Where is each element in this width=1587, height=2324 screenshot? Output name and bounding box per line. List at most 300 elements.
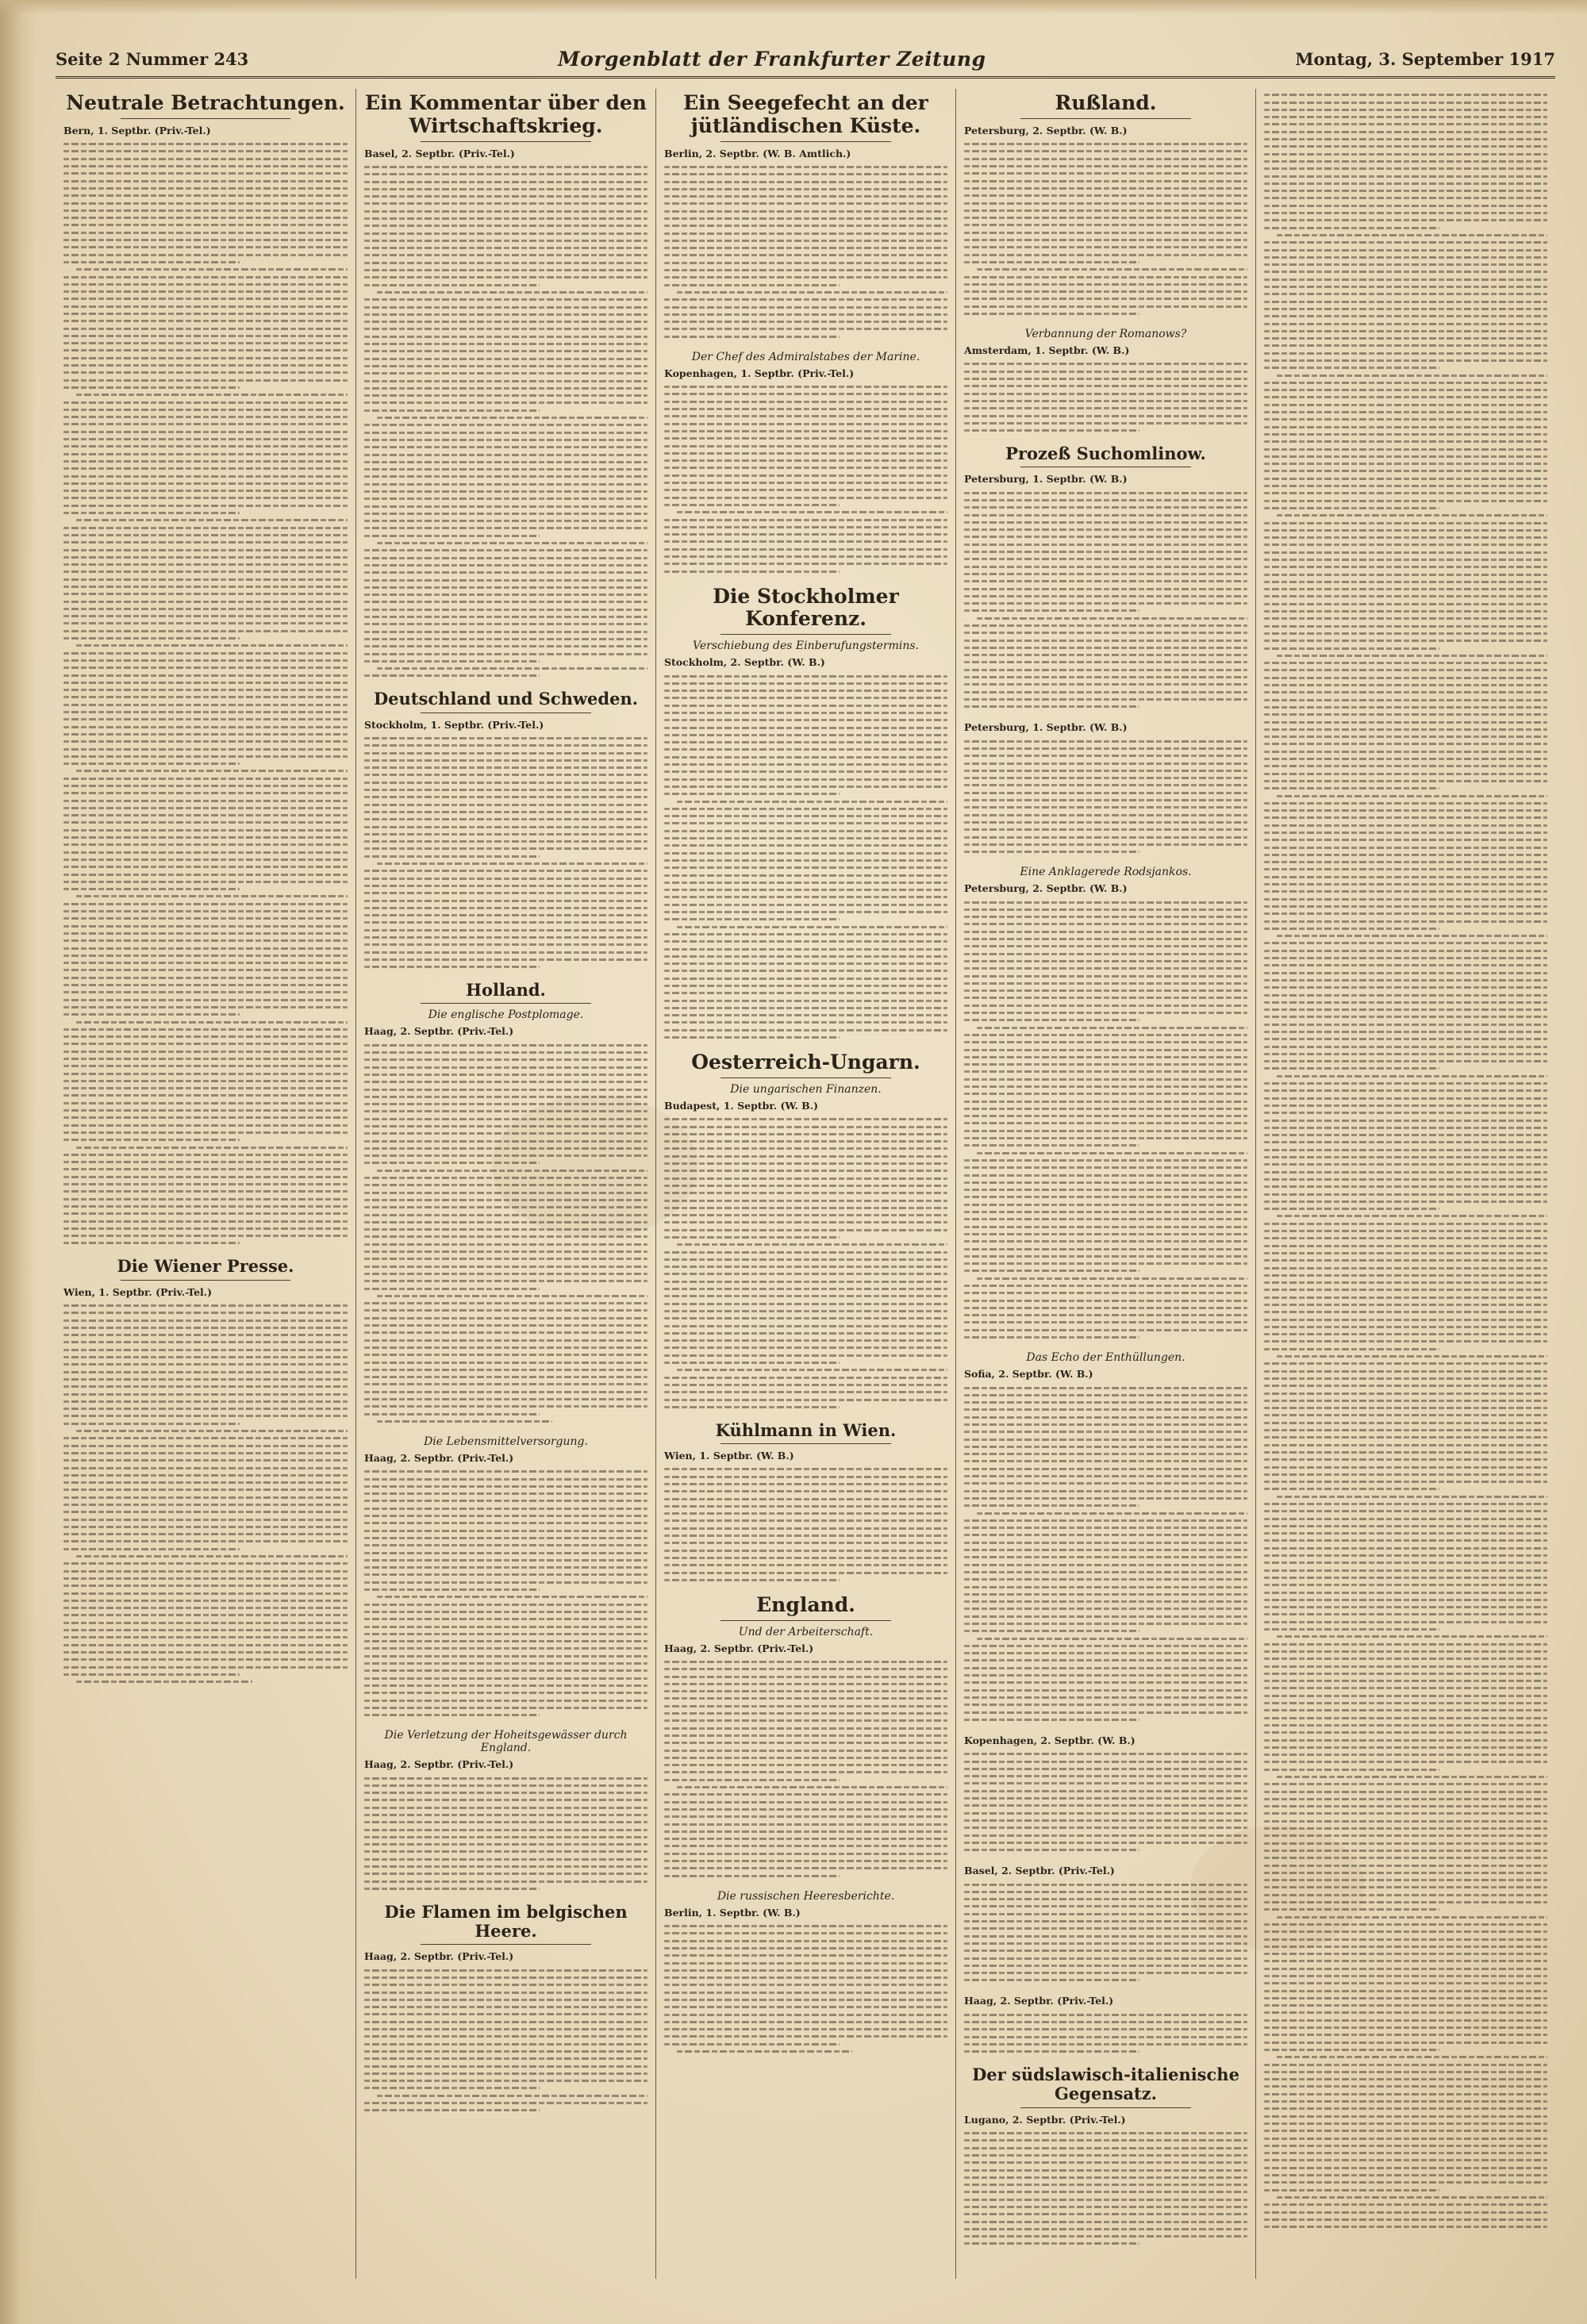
- text-line: [964, 747, 1247, 750]
- text-line: [964, 2132, 1247, 2134]
- text-line: [63, 298, 348, 300]
- text-line: [63, 1043, 348, 1045]
- text-line: [964, 298, 1247, 300]
- text-line: [63, 1139, 240, 1141]
- article-body-text: [364, 166, 647, 677]
- text-line: [964, 602, 1247, 605]
- article-dateline: Stockholm, 1. Septbr. (Priv.-Tel.): [364, 718, 544, 731]
- text-line: [63, 696, 348, 698]
- text-line: [964, 313, 1139, 315]
- text-line: [1264, 1592, 1547, 1594]
- text-line: [63, 224, 348, 226]
- text-line: [964, 1270, 1139, 1272]
- text-line: [364, 623, 647, 625]
- article-dateline: Wien, 1. Septbr. (W. B.): [664, 1449, 794, 1462]
- text-line: [364, 276, 647, 278]
- text-line: [964, 290, 1247, 293]
- text-line: [677, 1786, 947, 1788]
- text-line: [1264, 1120, 1547, 1122]
- text-line: [63, 172, 348, 175]
- text-line: [1264, 1127, 1547, 1129]
- text-line: [1264, 1857, 1547, 1859]
- text-line: [1264, 1171, 1547, 1174]
- text-line: [964, 378, 1247, 380]
- text-line: [1264, 308, 1547, 310]
- text-line: [1264, 802, 1547, 805]
- article-body-text: [664, 1661, 947, 1877]
- text-line: [964, 982, 1247, 985]
- article-headline: Deutschland und Schweden.: [373, 689, 639, 709]
- text-line: [63, 1570, 348, 1573]
- text-line: [1264, 182, 1547, 185]
- text-line: [364, 475, 647, 478]
- text-line: [964, 1423, 1247, 1426]
- text-line: [63, 903, 348, 905]
- text-line: [664, 489, 947, 491]
- text-line: [63, 453, 348, 455]
- text-line: [664, 1377, 947, 1379]
- text-line: [63, 1205, 348, 1208]
- text-line: [364, 461, 647, 463]
- text-line: [63, 984, 348, 986]
- text-line: [364, 1588, 540, 1591]
- text-line: [664, 313, 947, 316]
- text-line: [964, 1674, 1247, 1677]
- text-line: [664, 1867, 947, 1869]
- text-line: [377, 1596, 647, 1598]
- text-line: [364, 1647, 647, 1650]
- text-line: [364, 2021, 647, 2023]
- article-dateline: Stockholm, 2. Septbr. (W. B.): [664, 656, 825, 669]
- text-line: [1264, 249, 1547, 252]
- text-line: [364, 1074, 647, 1076]
- article-subhead: Verschiebung des Einberufungstermins.: [693, 640, 919, 653]
- text-line: [364, 1684, 647, 1687]
- text-line: [364, 1081, 647, 1083]
- article: [964, 92, 1247, 315]
- text-line: [364, 1302, 647, 1304]
- text-line: [1264, 847, 1547, 849]
- text-line: [664, 195, 947, 198]
- text-line: [364, 1331, 647, 1334]
- text-line: [364, 2013, 647, 2015]
- text-line: [1264, 669, 1547, 671]
- text-line: [664, 1519, 947, 1522]
- text-line: [664, 1036, 840, 1039]
- text-line: [364, 1228, 647, 1231]
- text-line: [1264, 2064, 1547, 2066]
- text-line: [964, 698, 1247, 701]
- text-line: [964, 165, 1247, 167]
- text-line: [1264, 1539, 1547, 1542]
- text-line: [63, 423, 348, 425]
- text-line: [977, 1277, 1247, 1280]
- article-body-text: [63, 143, 348, 1244]
- text-line: [677, 926, 947, 928]
- text-line: [364, 409, 540, 412]
- text-line: [664, 1155, 947, 1158]
- article-dateline: Basel, 2. Septbr. (Priv.-Tel.): [964, 1865, 1115, 1877]
- text-line: [364, 1192, 647, 1194]
- text-line: [364, 1132, 647, 1135]
- text-line: [964, 415, 1247, 417]
- article-headline: Neutrale Betrachtungen.: [66, 91, 345, 114]
- text-line: [1264, 787, 1439, 789]
- text-line: [377, 1295, 647, 1297]
- text-line: [964, 784, 1247, 786]
- text-line: [364, 914, 647, 916]
- text-line: [964, 1300, 1247, 1302]
- text-line: [964, 931, 1247, 933]
- text-line: [1264, 448, 1547, 451]
- text-line: [1264, 1163, 1547, 1166]
- text-line: [964, 683, 1247, 686]
- text-line: [63, 1131, 348, 1134]
- text-line: [364, 571, 647, 574]
- text-line: [677, 1369, 947, 1371]
- text-line: [1264, 2049, 1439, 2051]
- text-line: [1264, 1673, 1547, 1675]
- text-line: [1264, 109, 1547, 111]
- text-line: [364, 1206, 647, 1208]
- text-line: [664, 1676, 947, 1678]
- text-line: [1264, 1112, 1547, 1114]
- text-line: [1264, 1754, 1547, 1756]
- text-line: [964, 1645, 1247, 1647]
- text-line: [664, 1133, 947, 1135]
- text-line: [964, 1972, 1247, 1974]
- text-line: [1264, 1812, 1547, 1815]
- text-line: [664, 393, 947, 395]
- text-line: [964, 1041, 1247, 1043]
- text-line: [377, 1170, 647, 1172]
- text-line: [63, 1242, 240, 1244]
- text-line: [63, 357, 348, 359]
- text-line: [63, 1385, 348, 1388]
- text-line: [1264, 1097, 1547, 1100]
- text-line: [964, 371, 1247, 373]
- text-line: [664, 911, 947, 913]
- text-line: [964, 232, 1247, 234]
- text-line: [664, 1999, 947, 2001]
- text-line: [63, 497, 348, 499]
- text-line: [63, 534, 348, 536]
- text-line: [964, 953, 1247, 955]
- text-line: [1264, 1252, 1547, 1254]
- article-body-text: [364, 1777, 647, 1890]
- text-line: [1264, 1185, 1547, 1188]
- text-line: [364, 1500, 647, 1502]
- text-line: [664, 1498, 947, 1500]
- text-line: [364, 1058, 647, 1061]
- text-line: [63, 1504, 348, 1506]
- text-line: [1264, 1311, 1547, 1313]
- article: [964, 866, 1247, 1339]
- text-line: [63, 836, 348, 839]
- text-line: [664, 166, 947, 168]
- text-line: [964, 1797, 1247, 1800]
- headline-rule: [720, 1077, 890, 1078]
- text-line: [63, 1666, 348, 1669]
- text-line: [1264, 2078, 1547, 2080]
- text-line: [1264, 1975, 1547, 1977]
- text-line: [664, 978, 947, 980]
- text-line: [364, 1784, 647, 1787]
- text-line: [1264, 382, 1547, 384]
- text-line: [364, 1669, 647, 1672]
- text-line: [964, 1979, 1139, 1981]
- text-line: [63, 1533, 348, 1535]
- text-line: [664, 1976, 947, 1979]
- text-line: [63, 1371, 348, 1373]
- text-line: [964, 254, 1247, 256]
- text-line: [364, 1177, 647, 1179]
- text-line: [664, 866, 947, 869]
- text-line: [1264, 1769, 1439, 1771]
- text-line: [977, 268, 1247, 271]
- text-line: [364, 951, 647, 954]
- text-line: [964, 1578, 1247, 1581]
- text-line: [63, 1227, 348, 1230]
- article-subhead: Das Echo der Enthüllungen.: [1026, 1351, 1185, 1365]
- text-line: [364, 921, 647, 924]
- text-line: [964, 2154, 1247, 2157]
- article: [364, 1729, 647, 1890]
- text-line: [1264, 2174, 1547, 2176]
- text-line: [63, 505, 348, 507]
- text-line: [964, 851, 1139, 853]
- text-line: [1264, 1481, 1547, 1483]
- text-line: [364, 217, 647, 220]
- text-line: [1264, 2218, 1547, 2221]
- text-line: [63, 1124, 348, 1127]
- text-line: [63, 563, 348, 566]
- article-subhead: Die Verletzung der Hoheitsgewässer durch England.: [384, 1729, 628, 1755]
- text-line: [63, 1459, 348, 1462]
- text-line: [664, 808, 947, 810]
- text-line: [677, 291, 947, 294]
- text-line: [63, 593, 348, 595]
- text-line: [964, 1085, 1247, 1088]
- text-line: [364, 2087, 540, 2089]
- text-line: [63, 364, 348, 367]
- text-line: [964, 187, 1247, 190]
- text-line: [664, 1200, 947, 1202]
- text-line: [1264, 1569, 1547, 1572]
- text-line: [364, 645, 647, 647]
- text-line: [964, 393, 1247, 395]
- text-line: [964, 705, 1139, 708]
- article-subhead: Die Lebensmittelversorgung.: [424, 1435, 588, 1448]
- text-line: [364, 1413, 540, 1416]
- text-line: [664, 321, 947, 323]
- text-line: [964, 544, 1247, 546]
- text-line: [364, 483, 647, 486]
- text-line: [364, 1118, 647, 1120]
- text-line: [964, 1248, 1247, 1250]
- text-line: [964, 1623, 1247, 1625]
- text-line: [1264, 470, 1547, 472]
- text-line: [1264, 2019, 1547, 2022]
- text-line: [63, 829, 348, 832]
- text-line: [1264, 1879, 1547, 1881]
- text-line: [364, 943, 647, 946]
- issue-date: Montag, 3. September 1917: [1295, 48, 1555, 69]
- text-line: [1277, 375, 1547, 377]
- text-line: [964, 691, 1247, 693]
- text-line: [63, 925, 348, 928]
- text-line: [364, 313, 647, 316]
- column-5: [1255, 89, 1555, 2279]
- text-line: [1264, 2145, 1547, 2147]
- text-line: [63, 1319, 348, 1322]
- text-line: [664, 445, 947, 448]
- text-line: [1264, 1865, 1547, 1867]
- text-line: [1264, 197, 1547, 199]
- text-line: [364, 549, 647, 551]
- text-line: [377, 291, 647, 294]
- headline-rule: [720, 1620, 890, 1621]
- text-line: [664, 1564, 947, 1566]
- text-line: [364, 394, 647, 397]
- text-line: [364, 789, 647, 791]
- text-line: [1264, 677, 1547, 679]
- text-line: [1264, 876, 1547, 878]
- text-line: [964, 1564, 1247, 1566]
- text-line: [364, 1354, 647, 1356]
- text-line: [1264, 1599, 1547, 1601]
- text-line: [63, 800, 348, 802]
- text-line: [364, 1552, 647, 1554]
- article-headline: Ein Seegefecht an der jütländischen Küste.: [683, 91, 928, 137]
- text-line: [1264, 1695, 1547, 1697]
- headline-rule: [720, 141, 890, 142]
- text-line: [364, 870, 647, 872]
- text-line: [63, 1511, 348, 1513]
- text-line: [664, 1207, 947, 1209]
- text-line: [63, 917, 348, 920]
- text-line: [1264, 994, 1547, 997]
- text-line: [63, 379, 348, 382]
- text-line: [63, 1235, 348, 1237]
- text-line: [1277, 234, 1547, 236]
- text-line: [664, 1683, 947, 1685]
- text-line: [1264, 1805, 1547, 1807]
- text-line: [964, 2036, 1247, 2038]
- text-line: [664, 2006, 947, 2008]
- text-line: [1264, 736, 1547, 738]
- text-line: [1264, 138, 1547, 140]
- text-line: [964, 1240, 1247, 1243]
- article-headline: Ein Kommentar über den Wirtschaftskrieg.: [365, 91, 647, 137]
- text-line: [664, 1512, 947, 1515]
- text-line: [664, 306, 947, 309]
- text-line: [664, 1251, 947, 1254]
- text-line: [63, 1393, 348, 1396]
- text-line: [664, 1505, 947, 1508]
- text-line: [964, 1965, 1247, 1967]
- text-line: [364, 674, 540, 677]
- text-line: [1264, 315, 1547, 317]
- text-line: [63, 283, 348, 286]
- text-line: [63, 608, 348, 610]
- text-line: [664, 741, 947, 743]
- text-line: [1264, 1473, 1547, 1476]
- text-line: [63, 1415, 348, 1417]
- text-line: [664, 1962, 947, 1965]
- text-line: [664, 336, 840, 338]
- text-line: [364, 1984, 647, 1986]
- text-line: [63, 689, 348, 691]
- text-line: [1264, 581, 1547, 583]
- text-line: [63, 276, 348, 278]
- article: [964, 1864, 1247, 1981]
- text-line: [364, 653, 647, 655]
- text-line: [1264, 1377, 1547, 1380]
- text-line: [964, 180, 1247, 182]
- text-line: [964, 1093, 1247, 1095]
- article-dateline: Basel, 2. Septbr. (Priv.-Tel.): [364, 147, 515, 159]
- text-line: [664, 1185, 947, 1187]
- text-line: [664, 1288, 947, 1290]
- text-line: [364, 1110, 647, 1112]
- text-line: [964, 740, 1247, 743]
- text-line: [364, 840, 647, 843]
- text-line: [63, 1176, 348, 1178]
- text-line: [664, 1845, 947, 1847]
- text-line: [364, 616, 647, 618]
- text-line: [964, 989, 1247, 992]
- text-line: [664, 1147, 947, 1150]
- text-line: [364, 1692, 647, 1694]
- text-line: [1264, 883, 1547, 885]
- text-line: [1264, 1281, 1547, 1284]
- text-line: [1264, 256, 1547, 259]
- text-line: [964, 239, 1247, 241]
- text-line: [1264, 2138, 1547, 2140]
- text-line: [664, 1750, 947, 1752]
- text-line: [63, 1540, 348, 1542]
- text-line: [63, 246, 348, 248]
- text-line: [1264, 765, 1547, 767]
- text-line: [664, 1346, 947, 1349]
- text-line: [63, 1614, 348, 1616]
- text-line: [964, 777, 1247, 779]
- text-line: [364, 454, 647, 456]
- text-line: [76, 394, 348, 396]
- text-line: [1264, 1156, 1547, 1158]
- article: [364, 1903, 647, 2111]
- text-line: [63, 1629, 348, 1631]
- article-headline: Der südslawisch-italienische Gegensatz.: [972, 2065, 1239, 2104]
- text-line: [964, 975, 1247, 978]
- text-line: [964, 1314, 1247, 1316]
- text-line: [364, 1485, 647, 1488]
- text-line: [63, 335, 348, 337]
- text-line: [1264, 396, 1547, 398]
- article: [964, 1994, 1247, 2053]
- article-headline: Die Wiener Presse.: [117, 1256, 294, 1277]
- text-line: [664, 1170, 947, 1172]
- text-line: [964, 1615, 1247, 1618]
- text-line: [1264, 1687, 1547, 1689]
- text-line: [364, 1677, 647, 1680]
- text-line: [1264, 175, 1547, 178]
- article: [364, 1435, 647, 1716]
- text-line: [1264, 1547, 1547, 1550]
- article-dateline: Kopenhagen, 1. Septbr. (Priv.-Tel.): [664, 367, 855, 379]
- text-line: [1264, 706, 1547, 709]
